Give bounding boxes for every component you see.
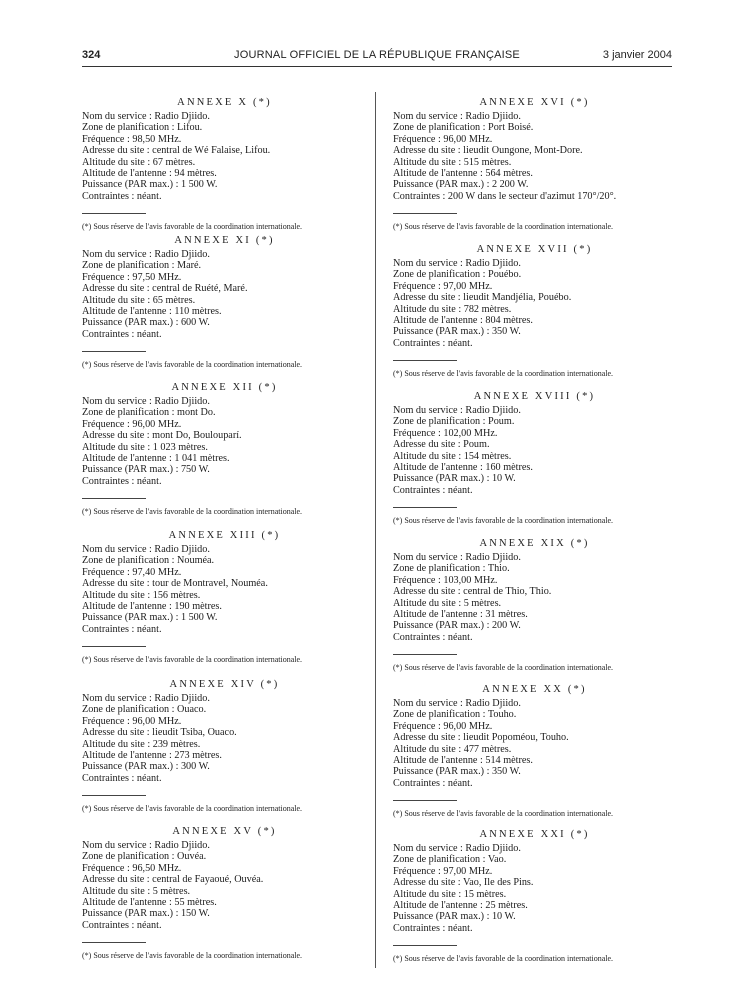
annex-field-line: Contraintes : néant. — [393, 922, 473, 934]
annex-field-line: Puissance (PAR max.) : 10 W. — [393, 473, 516, 485]
annex-field-line: Zone de planification : Lifou. — [82, 122, 203, 134]
annex-field-line: Adresse du site : Poum. — [393, 439, 490, 451]
page-header — [82, 44, 672, 66]
journal-title: JOURNAL OFFICIEL DE LA RÉPUBLIQUE FRANÇAISE — [234, 49, 520, 61]
annex-field-line: Fréquence : 96,00 MHz. — [82, 418, 182, 430]
annex-block — [82, 97, 367, 232]
annex-field-line: Puissance (PAR max.) : 10 W. — [393, 911, 516, 923]
page-number: 324 — [82, 49, 101, 61]
annex-title: ANNEXE XVI (*) — [479, 97, 590, 108]
annex-field-line: Altitude du site : 239 mètres. — [82, 738, 201, 750]
footnote-rule — [82, 498, 146, 499]
annex-footnote: (*) Sous réserve de l'avis favorable de la coordination internationale. — [393, 954, 614, 964]
annex-field-line: Nom du service : Radio Djiido. — [82, 544, 210, 555]
annex-field-line: Zone de planification : Thio. — [393, 563, 510, 575]
annex-field-line: Contraintes : néant. — [82, 475, 162, 487]
annex-footnote: (*) Sous réserve de l'avis favorable de la coordination internationale. — [82, 222, 303, 232]
annex-field-line: Puissance (PAR max.) : 200 W. — [393, 620, 521, 632]
annex-field-line: Altitude du site : 477 mètres. — [393, 743, 512, 755]
annex-field-line: Adresse du site : central de Thio, Thio. — [393, 586, 552, 598]
annex-field-line: Nom du service : Radio Djiido. — [82, 840, 210, 851]
annex-field-line: Puissance (PAR max.) : 1 500 W. — [82, 179, 218, 191]
footnote-rule — [393, 507, 457, 508]
annex-field-line: Contraintes : néant. — [82, 623, 162, 635]
annex-fields — [82, 396, 367, 487]
annex-field-line: Altitude du site : 5 mètres. — [393, 597, 502, 609]
annex-field-line: Altitude du site : 782 mètres. — [393, 303, 512, 315]
annex-field-line: Fréquence : 96,50 MHz. — [82, 862, 182, 874]
annex-field-line: Fréquence : 97,40 MHz. — [82, 566, 182, 578]
annex-fields — [82, 249, 367, 340]
header-rule — [82, 66, 672, 67]
annex-field-line: Zone de planification : Ouaco. — [82, 704, 207, 716]
annex-block — [393, 244, 676, 379]
annex-field-line: Fréquence : 97,00 MHz. — [393, 865, 493, 877]
annex-field-line: Nom du service : Radio Djiido. — [82, 249, 210, 260]
annex-field-line: Nom du service : Radio Djiido. — [393, 843, 521, 854]
annex-field-line: Altitude de l'antenne : 514 mètres. — [393, 755, 533, 767]
annex-footnote: (*) Sous réserve de l'avis favorable de la coordination internationale. — [393, 369, 614, 379]
annex-field-line: Zone de planification : Poum. — [393, 416, 515, 428]
annex-field-line: Altitude du site : 15 mètres. — [393, 888, 507, 900]
annex-field-line: Zone de planification : Touho. — [393, 709, 517, 721]
annex-field-line: Fréquence : 97,00 MHz. — [393, 280, 493, 292]
annex-field-line: Nom du service : Radio Djiido. — [82, 693, 210, 704]
annex-field-line: Zone de planification : Port Boisé. — [393, 122, 534, 134]
annex-field-line: Fréquence : 96,00 MHz. — [82, 715, 182, 727]
annex-fields — [393, 552, 676, 643]
annex-title: ANNEXE X (*) — [177, 97, 272, 108]
annex-field-line: Nom du service : Radio Djiido. — [393, 698, 521, 709]
annex-fields — [393, 843, 676, 934]
annex-field-line: Altitude du site : 154 mètres. — [393, 450, 512, 462]
footnote-rule — [393, 945, 457, 946]
annex-field-line: Puissance (PAR max.) : 1 500 W. — [82, 612, 218, 624]
annex-title: ANNEXE XI (*) — [174, 235, 275, 246]
annex-field-line: Adresse du site : lieudit Tsiba, Ouaco. — [82, 727, 237, 739]
annex-fields — [393, 111, 676, 202]
annex-block — [82, 679, 367, 814]
annex-fields — [393, 698, 676, 789]
annex-title: ANNEXE XVII (*) — [476, 244, 593, 255]
annex-field-line: Altitude de l'antenne : 564 mètres. — [393, 168, 533, 180]
annex-field-line: Zone de planification : mont Do. — [82, 407, 216, 419]
annex-block — [393, 97, 676, 232]
annex-field-line: Fréquence : 96,00 MHz. — [393, 720, 493, 732]
annex-field-line: Altitude de l'antenne : 160 mètres. — [393, 462, 533, 474]
annex-field-line: Adresse du site : lieudit Popoméou, Touho. — [393, 732, 569, 744]
annex-title: ANNEXE XII (*) — [171, 382, 278, 393]
annex-block — [393, 684, 676, 819]
annex-footnote: (*) Sous réserve de l'avis favorable de la coordination internationale. — [393, 663, 614, 673]
annex-field-line: Nom du service : Radio Djiido. — [82, 396, 210, 407]
annex-block — [82, 826, 367, 961]
annex-title: ANNEXE XX (*) — [482, 684, 587, 695]
annex-field-line: Puissance (PAR max.) : 350 W. — [393, 326, 521, 338]
annex-footnote: (*) Sous réserve de l'avis favorable de la coordination internationale. — [393, 809, 614, 819]
footnote-rule — [82, 351, 146, 352]
annex-field-line: Altitude du site : 65 mètres. — [82, 294, 196, 306]
annex-field-line: Contraintes : néant. — [82, 328, 162, 340]
annex-field-line: Altitude de l'antenne : 55 mètres. — [82, 897, 217, 909]
annex-field-line: Contraintes : néant. — [393, 777, 473, 789]
annex-title: ANNEXE XXI (*) — [479, 829, 590, 840]
annex-block — [82, 382, 367, 517]
annex-field-line: Nom du service : Radio Djiido. — [393, 552, 521, 563]
annex-footnote: (*) Sous réserve de l'avis favorable de la coordination internationale. — [82, 360, 303, 370]
annex-field-line: Altitude de l'antenne : 25 mètres. — [393, 900, 528, 912]
annex-fields — [82, 544, 367, 635]
annex-field-line: Nom du service : Radio Djiido. — [393, 111, 521, 122]
annex-block — [393, 391, 676, 526]
publication-date: 3 janvier 2004 — [602, 49, 672, 61]
annex-fields — [393, 258, 676, 349]
column-divider — [375, 92, 376, 968]
annex-field-line: Puissance (PAR max.) : 600 W. — [82, 317, 210, 329]
annex-field-line: Zone de planification : Nouméa. — [82, 555, 215, 567]
annex-field-line: Puissance (PAR max.) : 750 W. — [82, 464, 210, 476]
annex-fields — [82, 693, 367, 784]
annex-title: ANNEXE XIX (*) — [479, 538, 590, 549]
annex-footnote: (*) Sous réserve de l'avis favorable de la coordination internationale. — [82, 951, 303, 961]
annex-title: ANNEXE XV (*) — [172, 826, 277, 837]
annex-block — [82, 530, 367, 665]
footnote-rule — [393, 800, 457, 801]
annex-field-line: Puissance (PAR max.) : 2 200 W. — [393, 179, 529, 191]
footnote-rule — [82, 942, 146, 943]
annex-field-line: Zone de planification : Ouvéa. — [82, 851, 207, 863]
annex-title: ANNEXE XIV (*) — [169, 679, 280, 690]
annex-field-line: Altitude de l'antenne : 190 mètres. — [82, 601, 222, 613]
annex-field-line: Altitude du site : 156 mètres. — [82, 589, 201, 601]
annex-field-line: Altitude de l'antenne : 1 041 mètres. — [82, 453, 230, 465]
annex-field-line: Zone de planification : Maré. — [82, 260, 202, 272]
annex-field-line: Fréquence : 102,00 MHz. — [393, 427, 498, 439]
annex-field-line: Adresse du site : central de Wé Falaise, Lifou. — [82, 145, 271, 157]
footnote-rule — [82, 213, 146, 214]
annex-field-line: Contraintes : néant. — [82, 190, 162, 202]
annex-footnote: (*) Sous réserve de l'avis favorable de la coordination internationale. — [393, 516, 614, 526]
annex-field-line: Zone de planification : Pouébo. — [393, 269, 522, 281]
annex-field-line: Adresse du site : Vao, Ile des Pins. — [393, 877, 534, 889]
annex-field-line: Adresse du site : central de Ruété, Maré. — [82, 283, 248, 295]
annex-field-line: Contraintes : néant. — [82, 772, 162, 784]
annex-field-line: Contraintes : néant. — [393, 631, 473, 643]
annex-field-line: Altitude du site : 1 023 mètres. — [82, 441, 208, 453]
annex-block — [393, 829, 676, 964]
annex-field-line: Adresse du site : mont Do, Boulouparí. — [82, 430, 242, 442]
annex-field-line: Puissance (PAR max.) : 300 W. — [82, 761, 210, 773]
annex-title: ANNEXE XVIII (*) — [473, 391, 596, 402]
annex-field-line: Contraintes : néant. — [393, 337, 473, 349]
footnote-rule — [393, 213, 457, 214]
annex-field-line: Fréquence : 97,50 MHz. — [82, 271, 182, 283]
annex-footnote: (*) Sous réserve de l'avis favorable de la coordination internationale. — [82, 507, 303, 517]
annex-field-line: Altitude de l'antenne : 273 mètres. — [82, 750, 222, 762]
annex-field-line: Puissance (PAR max.) : 150 W. — [82, 908, 210, 920]
annex-footnote: (*) Sous réserve de l'avis favorable de la coordination internationale. — [82, 655, 303, 665]
annex-fields — [82, 840, 367, 931]
annex-field-line: Adresse du site : central de Fayaoué, Ouvéa. — [82, 874, 264, 886]
annex-block — [82, 235, 367, 370]
footnote-rule — [82, 646, 146, 647]
annex-field-line: Adresse du site : lieudit Oungone, Mont-Dore. — [393, 145, 583, 157]
annex-field-line: Contraintes : néant. — [393, 484, 473, 496]
annex-field-line: Fréquence : 103,00 MHz. — [393, 574, 498, 586]
annex-field-line: Puissance (PAR max.) : 350 W. — [393, 766, 521, 778]
annex-footnote: (*) Sous réserve de l'avis favorable de la coordination internationale. — [393, 222, 614, 232]
annex-field-line: Nom du service : Radio Djiido. — [393, 258, 521, 269]
annex-field-line: Altitude du site : 515 mètres. — [393, 156, 512, 168]
annex-fields — [393, 405, 676, 496]
annex-field-line: Altitude de l'antenne : 94 mètres. — [82, 168, 217, 180]
annex-footnote: (*) Sous réserve de l'avis favorable de la coordination internationale. — [82, 804, 303, 814]
annex-title: ANNEXE XIII (*) — [168, 530, 281, 541]
annex-field-line: Altitude de l'antenne : 31 mètres. — [393, 609, 528, 621]
annex-field-line: Altitude du site : 5 mètres. — [82, 885, 191, 897]
footnote-rule — [393, 654, 457, 655]
annex-field-line: Altitude du site : 67 mètres. — [82, 156, 196, 168]
annex-field-line: Adresse du site : lieudit Mandjélia, Pouébo. — [393, 292, 572, 304]
annex-field-line: Fréquence : 98,50 MHz. — [82, 133, 182, 145]
footnote-rule — [393, 360, 457, 361]
annex-field-line: Contraintes : néant. — [82, 919, 162, 931]
annex-field-line: Contraintes : 200 W dans le secteur d'azimut 170°/20°. — [393, 190, 617, 202]
annex-field-line: Fréquence : 96,00 MHz. — [393, 133, 493, 145]
annex-field-line: Nom du service : Radio Djiido. — [393, 405, 521, 416]
footnote-rule — [82, 795, 146, 796]
annex-field-line: Adresse du site : tour de Montravel, Nouméa. — [82, 578, 268, 590]
annex-field-line: Zone de planification : Vao. — [393, 854, 507, 866]
annex-fields — [82, 111, 367, 202]
annex-block — [393, 538, 676, 673]
annex-field-line: Altitude de l'antenne : 804 mètres. — [393, 315, 533, 327]
annex-field-line: Altitude de l'antenne : 110 mètres. — [82, 306, 222, 318]
annex-field-line: Nom du service : Radio Djiido. — [82, 111, 210, 122]
